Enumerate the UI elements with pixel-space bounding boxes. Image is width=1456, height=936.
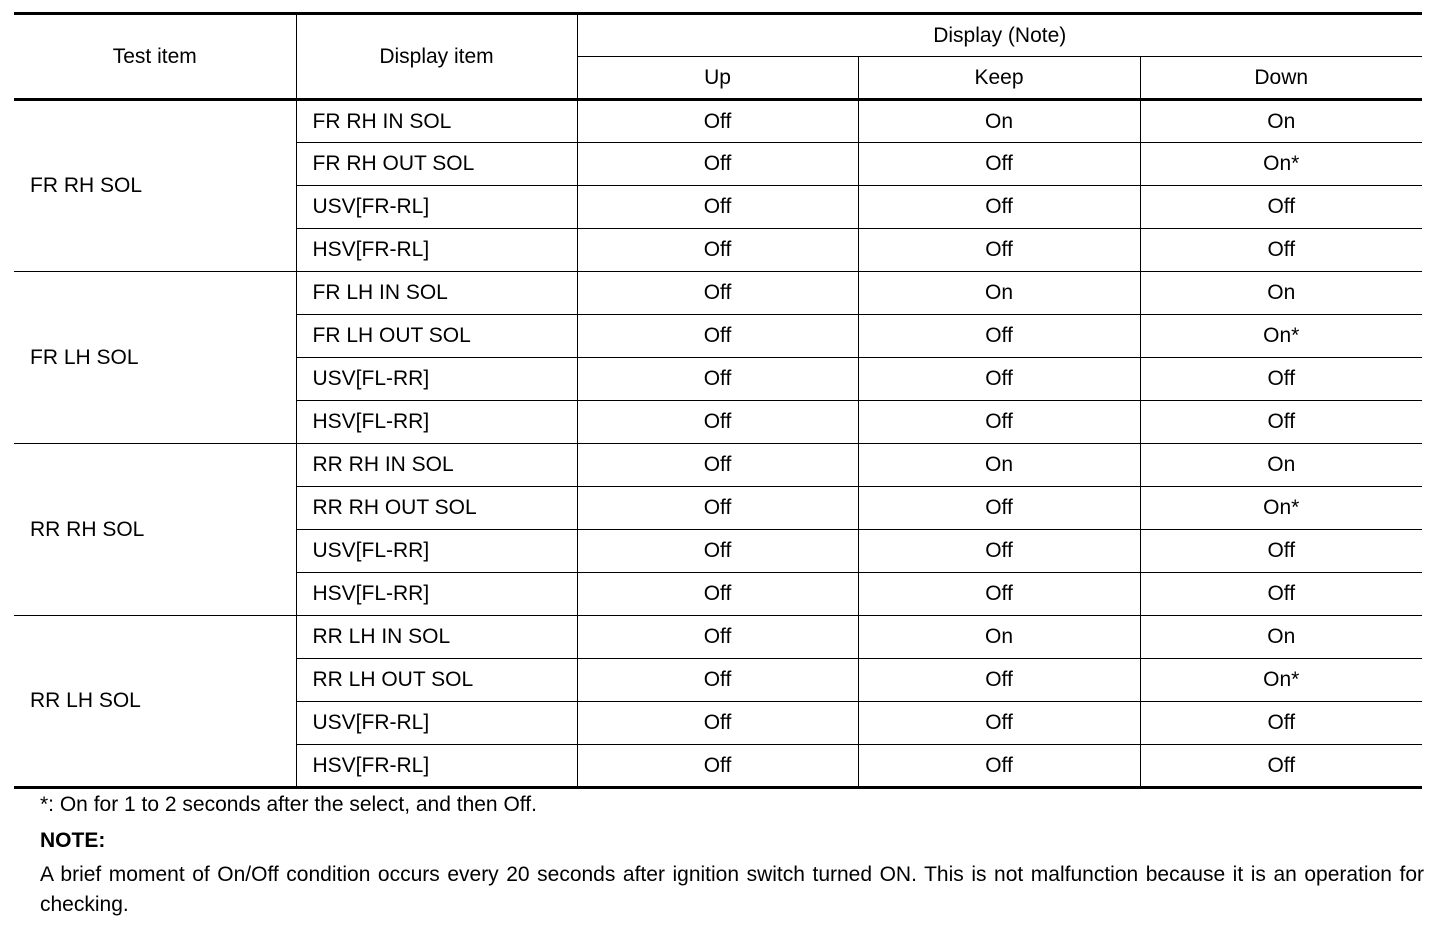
header-display-item: Display item xyxy=(296,14,577,100)
up-value-cell: Off xyxy=(577,272,858,315)
down-value-cell: Off xyxy=(1140,702,1422,745)
up-value-cell: Off xyxy=(577,358,858,401)
test-item-cell: FR LH SOL xyxy=(14,272,296,444)
keep-value-cell: Off xyxy=(858,487,1140,530)
display-item-cell: USV[FR-RL] xyxy=(296,186,577,229)
test-item-cell: RR LH SOL xyxy=(14,616,296,788)
keep-value-cell: Off xyxy=(858,573,1140,616)
up-value-cell: Off xyxy=(577,659,858,702)
display-item-cell: RR RH IN SOL xyxy=(296,444,577,487)
up-value-cell: Off xyxy=(577,530,858,573)
up-value-cell: Off xyxy=(577,616,858,659)
down-value-cell: On* xyxy=(1140,659,1422,702)
down-value-cell: On xyxy=(1140,444,1422,487)
keep-value-cell: Off xyxy=(858,315,1140,358)
table-row xyxy=(14,444,1422,487)
keep-value-cell: Off xyxy=(858,659,1140,702)
keep-value-cell: On xyxy=(858,444,1140,487)
display-item-cell: FR RH IN SOL xyxy=(296,100,577,143)
up-value-cell: Off xyxy=(577,315,858,358)
display-item-cell: RR LH OUT SOL xyxy=(296,659,577,702)
header-up: Up xyxy=(577,57,858,100)
table-row xyxy=(14,100,1422,143)
table-body xyxy=(14,100,1422,788)
notes-section xyxy=(40,790,1424,920)
down-value-cell: Off xyxy=(1140,186,1422,229)
display-item-cell: USV[FL-RR] xyxy=(296,358,577,401)
down-value-cell: On xyxy=(1140,272,1422,315)
keep-value-cell: Off xyxy=(858,143,1140,186)
up-value-cell: Off xyxy=(577,100,858,143)
down-value-cell: On xyxy=(1140,100,1422,143)
note-heading: NOTE: xyxy=(40,829,106,852)
display-item-cell: HSV[FR-RL] xyxy=(296,229,577,272)
display-item-cell: RR RH OUT SOL xyxy=(296,487,577,530)
keep-value-cell: Off xyxy=(858,358,1140,401)
keep-value-cell: Off xyxy=(858,186,1140,229)
up-value-cell: Off xyxy=(577,186,858,229)
up-value-cell: Off xyxy=(577,401,858,444)
down-value-cell: On* xyxy=(1140,143,1422,186)
footnote: *: On for 1 to 2 seconds after the select, and then Off. xyxy=(40,793,537,816)
keep-value-cell: Off xyxy=(858,530,1140,573)
display-item-cell: USV[FR-RL] xyxy=(296,702,577,745)
table-row xyxy=(14,616,1422,659)
table-row xyxy=(14,272,1422,315)
down-value-cell: Off xyxy=(1140,401,1422,444)
down-value-cell: On* xyxy=(1140,315,1422,358)
display-item-cell: HSV[FR-RL] xyxy=(296,745,577,788)
up-value-cell: Off xyxy=(577,702,858,745)
display-item-cell: RR LH IN SOL xyxy=(296,616,577,659)
header-down: Down xyxy=(1140,57,1422,100)
test-item-cell: FR RH SOL xyxy=(14,100,296,272)
keep-value-cell: Off xyxy=(858,745,1140,788)
down-value-cell: Off xyxy=(1140,229,1422,272)
solenoid-test-table xyxy=(14,12,1422,789)
up-value-cell: Off xyxy=(577,573,858,616)
keep-value-cell: On xyxy=(858,100,1140,143)
display-item-cell: FR LH IN SOL xyxy=(296,272,577,315)
keep-value-cell: Off xyxy=(858,702,1140,745)
down-value-cell: On xyxy=(1140,616,1422,659)
table-header xyxy=(14,14,1422,100)
display-item-cell: USV[FL-RR] xyxy=(296,530,577,573)
down-value-cell: Off xyxy=(1140,745,1422,788)
keep-value-cell: Off xyxy=(858,229,1140,272)
down-value-cell: Off xyxy=(1140,358,1422,401)
note-body: A brief moment of On/Off condition occurs every 20 seconds after ignition switch turned ON. This is not malfunction because it is an operation for checking. xyxy=(40,863,1424,916)
document-page xyxy=(14,12,1422,789)
up-value-cell: Off xyxy=(577,444,858,487)
display-item-cell: FR RH OUT SOL xyxy=(296,143,577,186)
header-keep: Keep xyxy=(858,57,1140,100)
test-item-cell: RR RH SOL xyxy=(14,444,296,616)
up-value-cell: Off xyxy=(577,487,858,530)
down-value-cell: On* xyxy=(1140,487,1422,530)
up-value-cell: Off xyxy=(577,229,858,272)
keep-value-cell: On xyxy=(858,616,1140,659)
header-display-note: Display (Note) xyxy=(577,14,1422,57)
header-test-item: Test item xyxy=(14,14,296,100)
down-value-cell: Off xyxy=(1140,573,1422,616)
keep-value-cell: Off xyxy=(858,401,1140,444)
up-value-cell: Off xyxy=(577,143,858,186)
keep-value-cell: On xyxy=(858,272,1140,315)
display-item-cell: FR LH OUT SOL xyxy=(296,315,577,358)
display-item-cell: HSV[FL-RR] xyxy=(296,401,577,444)
display-item-cell: HSV[FL-RR] xyxy=(296,573,577,616)
up-value-cell: Off xyxy=(577,745,858,788)
down-value-cell: Off xyxy=(1140,530,1422,573)
